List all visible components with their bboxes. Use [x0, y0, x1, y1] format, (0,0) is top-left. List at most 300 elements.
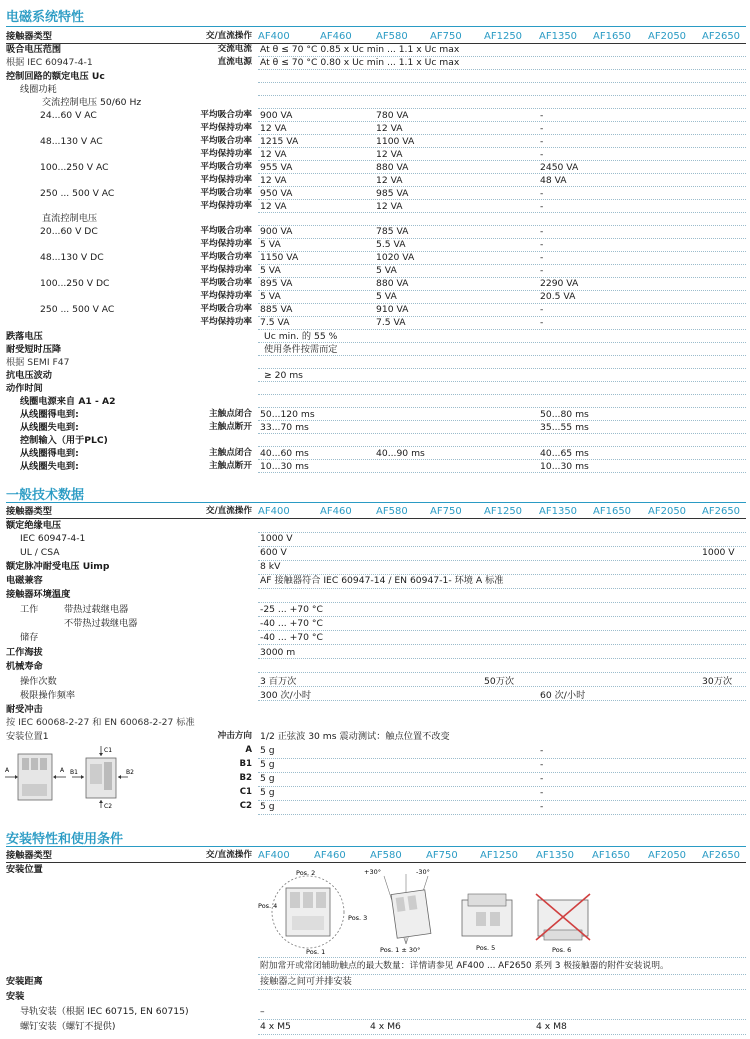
power-value: -	[540, 265, 544, 276]
row-separator	[258, 560, 746, 561]
deenergize-label: 从线圈失电到:	[20, 422, 79, 433]
power-value: -	[540, 123, 544, 134]
distance-label: 安装距离	[6, 976, 43, 987]
ambient-label: 接触器环境温度	[6, 589, 71, 600]
dc-ctrl-row	[6, 212, 746, 225]
hold-power-label: 平均保持功率	[200, 291, 252, 301]
row-separator	[258, 616, 746, 617]
shock-direction: B2	[239, 773, 252, 783]
row-separator	[258, 574, 746, 575]
hold-power-label: 平均保持功率	[200, 317, 252, 327]
ul-row	[6, 546, 746, 559]
ops-label: 操作次数	[20, 676, 57, 687]
power-value: -	[540, 201, 544, 212]
model-header: AF2650	[702, 850, 741, 861]
row-separator	[258, 472, 746, 473]
model-header: AF1650	[592, 850, 631, 861]
shock-value: -	[540, 787, 544, 798]
hold-power-label: 平均保持功率	[200, 123, 252, 133]
energize-label: 从线圈得电到:	[20, 409, 79, 420]
pos-3-label: Pos. 3	[348, 914, 368, 922]
time-value: 10...30 ms	[540, 461, 589, 472]
dir-c2-label: C2	[104, 803, 113, 810]
model-header: AF400	[258, 31, 290, 42]
hold-power-label: 平均保持功率	[200, 201, 252, 211]
open-label: 主触点断开	[209, 422, 252, 432]
time-value: 40...90 ms	[376, 448, 425, 459]
ops-value: 50万次	[484, 676, 515, 687]
operation-label: 工作	[20, 604, 39, 615]
ac-label: 交流电流	[217, 44, 252, 54]
model-header: AF460	[320, 506, 352, 517]
shock-dir-row	[6, 730, 746, 743]
model-header: AF1650	[593, 506, 632, 517]
power-value: 1150 VA	[260, 252, 299, 263]
ins-voltage-row	[6, 519, 746, 532]
shock-value: -	[540, 759, 544, 770]
impulse-value: 8 kV	[260, 561, 281, 572]
shock-dir-label: 冲击方向	[217, 731, 252, 741]
accessory-note: 附加常开或常闭辅助触点的最大数量：详情请参见 AF400 ... AF2650 系列 3 极接触器的附件安装说明。	[260, 961, 669, 971]
power-value: 2450 VA	[540, 162, 579, 173]
screw-value: 4 x M8	[536, 1021, 567, 1032]
model-header: AF2650	[702, 31, 741, 42]
power-value: -	[540, 226, 544, 237]
dc-ctrl-label: 直流控制电压	[42, 213, 98, 224]
plc-label: 控制输入（用于PLC)	[20, 435, 108, 446]
model-header: AF2050	[648, 31, 687, 42]
power-row	[6, 290, 746, 303]
power-value: 12 VA	[376, 175, 403, 186]
coil-power-label: 线圈功耗	[20, 84, 57, 95]
pickup-std: 根据 IEC 60947-4-1	[6, 57, 93, 68]
ac-pickup-value: At θ ≤ 70 °C 0.85 x Uc min ... 1.1 x Uc max	[260, 44, 460, 55]
power-value: -	[540, 149, 544, 160]
row-separator	[258, 225, 746, 226]
row-separator	[258, 644, 746, 645]
impulse-row	[6, 560, 746, 573]
power-value: 12 VA	[260, 149, 287, 160]
voltage-range-label: 250 ... 500 V AC	[40, 188, 115, 199]
rail-label: 导轨安装（根据 IEC 60715, EN 60715)	[20, 1006, 189, 1017]
shock-std: 按 IEC 60068-2-27 和 EN 60068-2-27 标准	[6, 717, 195, 728]
model-header: AF750	[426, 850, 458, 861]
storage-row	[6, 631, 746, 644]
iec-label: IEC 60947-4-1	[20, 533, 86, 544]
model-header: AF750	[430, 506, 462, 517]
section-divider	[6, 26, 746, 27]
hold-power-label: 平均保持功率	[200, 175, 252, 185]
power-value: 12 VA	[376, 201, 403, 212]
voltage-range-label: 100...250 V AC	[40, 162, 109, 173]
emc-value: AF 接触器符合 IEC 60947-14 / EN 60947-1- 环境 A 标准	[260, 575, 504, 586]
row-separator	[258, 1034, 746, 1035]
without-relay-label: 不带热过载继电器	[64, 618, 138, 629]
ul-value: 600 V	[260, 547, 287, 558]
power-row	[6, 303, 746, 316]
model-header: AF1250	[480, 850, 519, 861]
pull-power-label: 平均吸合功率	[200, 162, 252, 172]
model-header: AF2050	[648, 506, 687, 517]
dropout-label: 跌落电压	[6, 331, 43, 342]
row-separator	[258, 758, 746, 759]
row-separator	[258, 974, 746, 975]
header-sublabel: 交/直流操作	[205, 850, 252, 860]
power-value: 1215 VA	[260, 136, 299, 147]
with-relay-label: 带热过载继电器	[64, 604, 129, 615]
hold-power-label: 平均保持功率	[200, 265, 252, 275]
voltage-range-label: 24...60 V AC	[40, 110, 97, 121]
freq-value: 300 次/小时	[260, 690, 312, 701]
row-separator	[258, 121, 746, 122]
row-separator	[258, 147, 746, 148]
model-header: AF2650	[702, 506, 741, 517]
model-header: AF1650	[593, 31, 632, 42]
row-separator	[258, 672, 746, 673]
row-separator	[258, 459, 746, 460]
coil-a1a2-label: 线圈电源来自 A1 - A2	[20, 396, 116, 407]
power-value: 7.5 VA	[376, 317, 406, 328]
shock-std-row	[6, 716, 746, 729]
pos-5-diagram	[462, 894, 512, 952]
dir-b1-label: B1	[70, 769, 78, 776]
row-separator	[258, 134, 746, 135]
power-value: -	[540, 304, 544, 315]
row-separator	[258, 160, 746, 161]
row-separator	[258, 394, 746, 395]
ops-value: 30万次	[702, 676, 733, 687]
pull-power-label: 平均吸合功率	[200, 304, 252, 314]
ins-voltage-label: 额定绝缘电压	[6, 520, 62, 531]
row-separator	[258, 381, 746, 382]
power-row	[6, 264, 746, 277]
power-value: 12 VA	[260, 201, 287, 212]
model-header: AF750	[430, 31, 462, 42]
model-header: AF580	[376, 31, 408, 42]
open-label: 主触点断开	[209, 461, 252, 471]
power-value: 12 VA	[260, 123, 287, 134]
power-value: 5 VA	[260, 291, 281, 302]
distance-row	[6, 975, 746, 988]
power-value: 7.5 VA	[260, 317, 290, 328]
close-label: 主触点闭合	[209, 448, 252, 458]
power-value: 1100 VA	[376, 136, 415, 147]
power-row	[6, 238, 746, 251]
power-value: 20.5 VA	[540, 291, 576, 302]
model-header: AF400	[258, 506, 290, 517]
power-value: 1020 VA	[376, 252, 415, 263]
row-separator	[258, 69, 746, 70]
pos-1-tilt-diagram	[364, 868, 431, 954]
power-value: -	[540, 252, 544, 263]
without-relay-row	[6, 617, 746, 630]
row-separator	[258, 546, 746, 547]
emc-row	[6, 574, 746, 587]
row-separator	[258, 342, 746, 343]
without-relay-value: -40 ... +70 °C	[260, 618, 323, 629]
pull-power-label: 平均吸合功率	[200, 188, 252, 198]
time-value: 50...80 ms	[540, 409, 589, 420]
ambient-row	[6, 588, 746, 601]
shock-value: 5 g	[260, 759, 275, 770]
power-row	[6, 277, 746, 290]
mounting-label: 安装	[6, 991, 25, 1002]
shock-label: 耐受冲击	[6, 704, 43, 715]
row-separator	[258, 420, 746, 421]
row-separator	[258, 264, 746, 265]
dir-a-label: A	[60, 767, 65, 774]
freq-value: 60 次/小时	[540, 690, 586, 701]
row-separator	[258, 173, 746, 174]
install-pos-label: 安装位置	[6, 864, 43, 875]
row-separator	[258, 290, 746, 291]
header-label: 接触器类型	[6, 850, 52, 861]
power-value: 955 VA	[260, 162, 293, 173]
time-value: 35...55 ms	[540, 422, 589, 433]
pos-1-label: Pos. 1	[306, 948, 326, 956]
header-sublabel: 交/直流操作	[205, 31, 252, 41]
deenergize-label: 从线圈失电到:	[20, 461, 79, 472]
power-value: 5 VA	[376, 291, 397, 302]
row-separator	[258, 251, 746, 252]
model-header: AF1350	[539, 506, 578, 517]
sag-value: 使用条件按需而定	[264, 344, 338, 355]
minus-30-label: -30°	[416, 868, 430, 876]
row-separator	[258, 532, 746, 533]
iec-value: 1000 V	[260, 533, 293, 544]
row-separator	[258, 199, 746, 200]
pickup-label: 吸合电压范围	[6, 44, 62, 55]
power-value: 900 VA	[260, 226, 293, 237]
pos-2-label: Pos. 2	[296, 869, 316, 877]
storage-value: -40 ... +70 °C	[260, 632, 323, 643]
distance-value: 接触器之间可并排安装	[260, 976, 352, 987]
row-separator	[258, 588, 746, 589]
section-divider	[6, 846, 746, 847]
power-value: 5.5 VA	[376, 239, 406, 250]
power-value: 985 VA	[376, 188, 409, 199]
row-separator	[258, 316, 746, 317]
screw-row	[6, 1020, 746, 1033]
surge-label: 抗电压波动	[6, 370, 52, 381]
mount-pos-label: 安装位置1	[6, 731, 49, 742]
power-value: 12 VA	[376, 149, 403, 160]
time-value: 10...30 ms	[260, 461, 309, 472]
shock-value: -	[540, 745, 544, 756]
pull-power-label: 平均吸合功率	[200, 278, 252, 288]
rail-row	[6, 1005, 746, 1018]
shock-value: 5 g	[260, 773, 275, 784]
mounting-position-diagrams	[256, 864, 596, 956]
time-value: 40...60 ms	[260, 448, 309, 459]
section-title-electromagnetic: 电磁系统特性	[6, 10, 85, 25]
with-relay-value: -25 ... +70 °C	[260, 604, 323, 615]
power-value: 900 VA	[260, 110, 293, 121]
power-value: 48 VA	[540, 175, 567, 186]
row-separator	[258, 329, 746, 330]
power-value: 12 VA	[376, 123, 403, 134]
model-header: AF460	[320, 31, 352, 42]
altitude-value: 3000 m	[260, 647, 296, 658]
ul-label: UL / CSA	[20, 547, 60, 558]
voltage-range-label: 20...60 V DC	[40, 226, 98, 237]
ac-ctrl-label: 交流控制电压 50/60 Hz	[42, 97, 142, 108]
row-separator	[258, 368, 746, 369]
voltage-range-label: 48...130 V AC	[40, 136, 103, 147]
row-separator	[258, 407, 746, 408]
screw-label: 螺钉安装（螺钉不提供)	[20, 1021, 116, 1032]
shock-value: -	[540, 773, 544, 784]
row-separator	[258, 303, 746, 304]
section-title-installation: 安装特性和使用条件	[6, 832, 124, 847]
close-label: 主触点闭合	[209, 409, 252, 419]
plus-30-label: +30°	[364, 868, 381, 876]
with-relay-row	[6, 603, 746, 616]
power-value: 12 VA	[260, 175, 287, 186]
voltage-range-label: 100...250 V DC	[40, 278, 110, 289]
impulse-label: 额定脉冲耐受电压 Uimp	[6, 561, 110, 572]
power-value: -	[540, 136, 544, 147]
screw-value: 4 x M5	[260, 1021, 291, 1032]
dc-pickup-value: At θ ≤ 70 °C 0.80 x Uc min ... 1.1 x Uc max	[260, 57, 460, 68]
shock-direction: B1	[239, 759, 252, 769]
dir-b2-label: B2	[126, 769, 134, 776]
pos-1-tilt-label: Pos. 1 ± 30°	[380, 946, 421, 954]
power-value: 785 VA	[376, 226, 409, 237]
pos-5-label: Pos. 5	[476, 944, 496, 952]
freq-label: 极限操作频率	[20, 690, 76, 701]
model-header: AF1350	[536, 850, 575, 861]
time-value: 50...120 ms	[260, 409, 315, 420]
row-separator	[258, 957, 746, 958]
model-header: AF1350	[539, 31, 578, 42]
shock-row	[6, 703, 746, 716]
screw-value: 4 x M6	[370, 1021, 401, 1032]
power-value: 780 VA	[376, 110, 409, 121]
sag-label: 耐受短时压降	[6, 344, 62, 355]
model-header: AF400	[258, 850, 290, 861]
row-separator	[258, 658, 746, 659]
storage-label: 储存	[20, 632, 39, 643]
emc-label: 电磁兼容	[6, 575, 43, 586]
iec-row	[6, 532, 746, 545]
row-separator	[258, 786, 746, 787]
row-separator	[258, 186, 746, 187]
shock-direction: A	[245, 745, 252, 755]
shock-value: -	[540, 801, 544, 812]
shock-direction: C1	[239, 787, 252, 797]
voltage-range-label: 48...130 V DC	[40, 252, 104, 263]
rail-value: –	[260, 1006, 265, 1017]
note-row	[6, 960, 746, 974]
voltage-range-label: 250 ... 500 V AC	[40, 304, 115, 315]
row-separator	[258, 602, 746, 603]
pos-4-label: Pos. 4	[258, 902, 278, 910]
model-header: AF2050	[648, 850, 687, 861]
altitude-label: 工作海拔	[6, 647, 43, 658]
row-separator	[258, 433, 746, 434]
pos-6-diagram	[536, 894, 590, 954]
power-value: 895 VA	[260, 278, 293, 289]
hold-power-label: 平均保持功率	[200, 239, 252, 249]
shock-value: 5 g	[260, 787, 275, 798]
row-separator	[258, 82, 746, 83]
power-value: 2290 VA	[540, 278, 579, 289]
mounting-row	[6, 990, 746, 1003]
row-separator	[258, 212, 746, 213]
row-separator	[258, 95, 746, 96]
model-header: AF580	[370, 850, 402, 861]
energize-label: 从线圈得电到:	[20, 448, 79, 459]
ops-value: 3 百万次	[260, 676, 297, 687]
row-separator	[258, 56, 746, 57]
power-value: 880 VA	[376, 162, 409, 173]
header-label: 接触器类型	[6, 31, 52, 42]
row-separator	[258, 446, 746, 447]
shock-value: 5 g	[260, 801, 275, 812]
power-row	[6, 225, 746, 238]
shock-desc: 1/2 正弦波 30 ms 震动测试：触点位置不改变	[260, 731, 450, 742]
row-separator	[258, 630, 746, 631]
power-value: 910 VA	[376, 304, 409, 315]
power-value: 950 VA	[260, 188, 293, 199]
row-separator	[258, 238, 746, 239]
model-header: AF1250	[484, 31, 523, 42]
power-value: 885 VA	[260, 304, 293, 315]
pos-1-4-diagram	[258, 869, 367, 956]
model-header: AF580	[376, 506, 408, 517]
row-separator	[258, 814, 746, 815]
pickup-row-dc	[6, 56, 746, 69]
dir-c1-label: C1	[104, 747, 113, 754]
power-row	[6, 251, 746, 264]
power-value: -	[540, 239, 544, 250]
dropout-value: Uc min. 的 55 %	[264, 331, 338, 342]
power-value: -	[540, 110, 544, 121]
rated-ctrl-label: 控制回路的额定电压 Uc	[6, 71, 105, 82]
time-value: 40...65 ms	[540, 448, 589, 459]
shock-direction: C2	[239, 801, 252, 811]
pull-power-label: 平均吸合功率	[200, 252, 252, 262]
model-header: AF460	[314, 850, 346, 861]
op-time-label: 动作时间	[6, 383, 43, 394]
table-header-row	[6, 849, 746, 863]
shock-value: 5 g	[260, 745, 275, 756]
power-value: 5 VA	[260, 265, 281, 276]
power-value: 880 VA	[376, 278, 409, 289]
dir-a-label: A	[5, 767, 10, 774]
pickup-row-ac	[6, 43, 746, 56]
power-value: 5 VA	[260, 239, 281, 250]
time-value: 33...70 ms	[260, 422, 309, 433]
row-separator	[258, 277, 746, 278]
row-separator	[258, 800, 746, 801]
section-title-general: 一般技术数据	[6, 488, 85, 503]
row-separator	[258, 772, 746, 773]
power-value: 5 VA	[376, 265, 397, 276]
pull-power-label: 平均吸合功率	[200, 226, 252, 236]
sag-std: 根据 SEMI F47	[6, 357, 70, 368]
power-row	[6, 316, 746, 329]
row-separator	[258, 686, 746, 687]
row-separator	[258, 108, 746, 109]
pull-power-label: 平均吸合功率	[200, 110, 252, 120]
header-label: 接触器类型	[6, 506, 52, 517]
model-header: AF1250	[484, 506, 523, 517]
dc-label: 直流电源	[217, 57, 252, 67]
row-separator	[258, 700, 746, 701]
ul-value-2650: 1000 V	[702, 547, 735, 558]
